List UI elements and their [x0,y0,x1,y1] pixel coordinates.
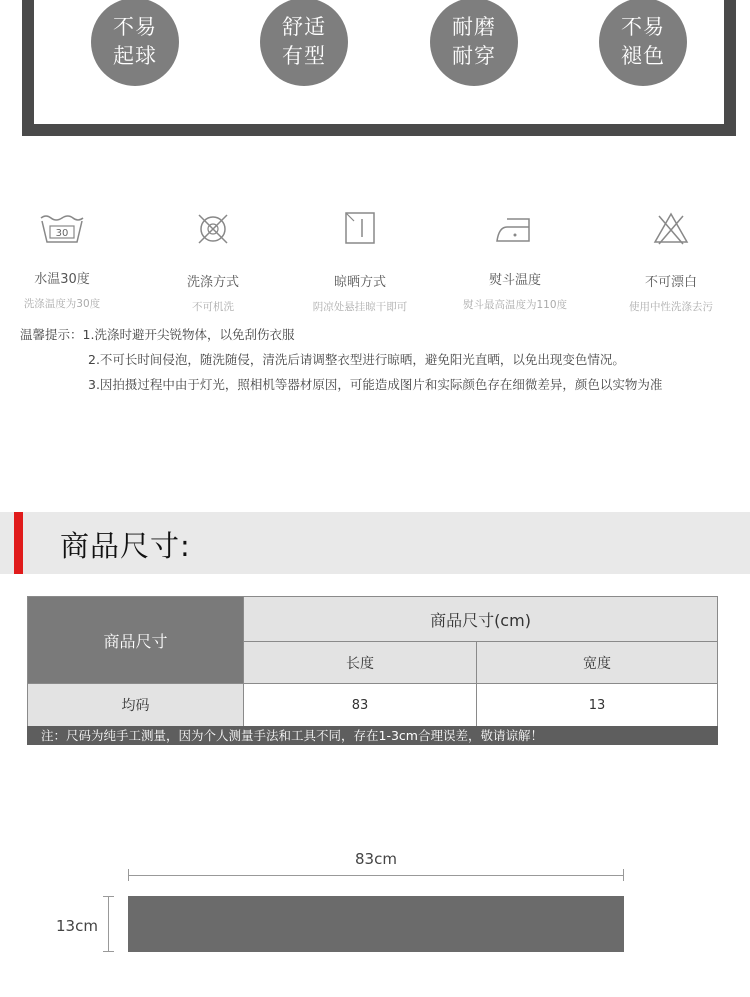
care-item-ironing [450,205,580,312]
hang-dry-icon [342,209,378,247]
care-subtitle: 阴凉处悬挂晾干即可 [312,301,408,313]
care-item-bleach [606,205,736,314]
feature-text: 不易 [113,15,157,39]
product-shape [128,896,624,952]
width-label: 83cm [355,850,397,868]
width-tick-left [128,869,129,881]
table-col-width: 宽度 [477,642,718,684]
table-col-length: 长度 [244,642,477,684]
table-unit-header: 商品尺寸(cm) [244,597,718,642]
care-subtitle: 洗涤温度为30度 [23,298,101,310]
table-corner-header: 商品尺寸 [28,597,244,684]
care-title: 水温30度 [34,272,90,287]
height-tick-top [103,896,114,897]
feature-frame [22,0,736,136]
size-table [27,596,718,727]
feature-text: 不易 [621,15,665,39]
no-machine-wash-icon [193,209,233,249]
svg-text:30: 30 [55,228,69,239]
feature-text: 耐磨 [452,15,496,39]
table-cell-length: 83 [244,684,477,727]
tip-item: 3.因拍摄过程中由于灯光，照相机等器材原因，可能造成图片和实际颜色存在细微差异，颜色以实物为准 [88,377,663,392]
section-title: 商品尺寸: [60,529,191,563]
care-subtitle: 熨斗最高温度为110度 [462,299,568,311]
care-tips [20,322,662,397]
care-title: 晾晒方式 [333,275,386,290]
width-tick-right [623,869,624,881]
feature-badge [91,0,179,86]
tip-item: 2.不可长时间侵泡，随洗随侵，清洗后请调整衣型进行晾晒，避免阳光直晒，以免出现变色情况。 [88,352,625,367]
width-dimension-line [128,875,624,876]
care-title: 不可漂白 [644,275,697,290]
accent-bar [14,512,23,574]
measurement-note: 注：尺码为纯手工测量，因为个人测量手法和工具不同，存在1-3cm合理误差，敬请谅解！ [27,726,718,745]
care-item-wash-method [148,205,278,314]
care-title: 熨斗温度 [488,273,541,288]
height-label: 13cm [56,917,98,935]
care-item-wash [0,205,127,311]
table-row [28,684,718,727]
care-title: 洗涤方式 [186,275,239,290]
feature-text: 有型 [282,44,326,68]
care-subtitle: 使用中性洗涤去污 [629,301,713,313]
feature-badge [599,0,687,86]
wash-30-icon [38,212,86,246]
tip-item: 1.洗涤时避开尖锐物体，以免刮伤衣服 [82,327,295,342]
care-item-drying [295,205,425,314]
no-bleach-icon [651,210,691,248]
iron-icon [493,213,537,247]
feature-text: 起球 [113,44,157,68]
feature-text: 褪色 [621,44,665,68]
feature-text: 耐穿 [452,44,496,68]
height-dimension-line [108,896,109,952]
feature-badge [260,0,348,86]
tips-label: 温馨提示： [20,327,83,342]
section-header [0,512,750,574]
feature-badge [430,0,518,86]
height-tick-bottom [103,951,114,952]
table-cell-width: 13 [477,684,718,727]
care-subtitle: 不可机洗 [192,301,234,313]
feature-text: 舒适 [282,15,326,39]
table-row-label: 均码 [28,684,244,727]
